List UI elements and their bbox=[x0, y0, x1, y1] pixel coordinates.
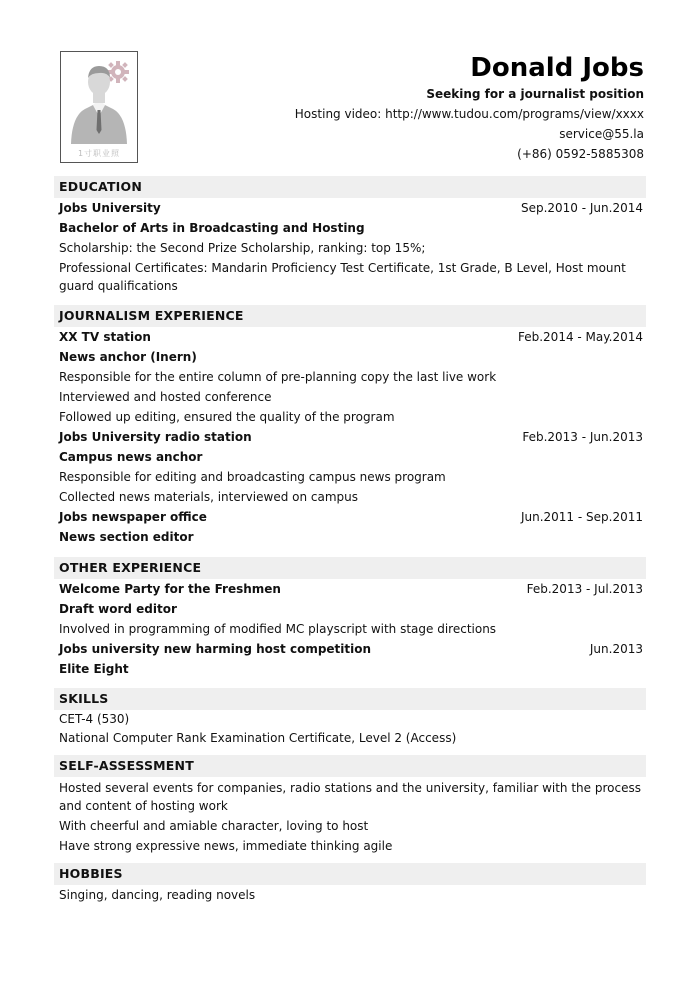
section-title: EDUCATION bbox=[54, 176, 646, 198]
job-role: News anchor (Inern) bbox=[59, 350, 197, 364]
date-range: Jun.2011 - Sep.2011 bbox=[520, 510, 643, 524]
section-title: OTHER EXPERIENCE bbox=[54, 557, 646, 579]
job-role: Campus news anchor bbox=[59, 450, 203, 464]
header bbox=[224, 52, 644, 164]
job-org: XX TV station bbox=[59, 330, 151, 344]
education-section bbox=[54, 176, 646, 296]
hobbies-section bbox=[54, 863, 646, 905]
school bbox=[54, 198, 646, 218]
experience-role: Elite Eight bbox=[59, 662, 129, 676]
job-role: News section editor bbox=[59, 530, 194, 544]
other-experience-section bbox=[54, 557, 646, 679]
experience-org: Jobs university new harming host competition bbox=[59, 642, 372, 656]
experience-role: Draft word editor bbox=[59, 602, 177, 616]
certificates: Professional Certificates: Mandarin Proficiency Test Certificate, 1st Grade, B Level, Host mount guard qualifications bbox=[59, 261, 626, 293]
job-detail: Responsible for the entire column of pre-planning copy the last live work bbox=[59, 370, 497, 384]
hobbies-text: Singing, dancing, reading novels bbox=[59, 888, 256, 902]
experience-header bbox=[54, 579, 646, 599]
assessment-item: With cheerful and amiable character, loving to host bbox=[59, 819, 369, 833]
section-title: SELF-ASSESSMENT bbox=[54, 755, 646, 777]
section-title: SKILLS bbox=[54, 688, 646, 710]
job-detail: Collected news materials, interviewed on campus bbox=[59, 490, 359, 504]
job-detail: Followed up editing, ensured the quality of the program bbox=[59, 410, 395, 424]
experience-org: Welcome Party for the Freshmen bbox=[59, 582, 281, 596]
section-title: HOBBIES bbox=[54, 863, 646, 885]
hosting-video-link[interactable]: Hosting video: http://www.tudou.com/programs/view/xxxx bbox=[294, 107, 644, 121]
date-range: Feb.2014 - May.2014 bbox=[517, 330, 643, 344]
assessment-item: Hosted several events for companies, radio stations and the university, familiar with the process and content of hosting work bbox=[59, 781, 641, 813]
degree: Bachelor of Arts in Broadcasting and Hosting bbox=[59, 221, 365, 235]
job-header bbox=[54, 327, 646, 347]
skill-item: National Computer Rank Examination Certificate, Level 2 (Access) bbox=[59, 731, 457, 745]
person-silhouette-icon bbox=[61, 52, 137, 162]
photo-caption: 1寸职业照 bbox=[77, 149, 121, 158]
skills-section bbox=[54, 688, 646, 748]
skill-item: CET-4 (530) bbox=[59, 712, 130, 726]
date-range: Feb.2013 - Jul.2013 bbox=[526, 582, 643, 596]
experience-detail: Involved in programming of modified MC playscript with stage directions bbox=[59, 622, 497, 636]
job-header bbox=[54, 427, 646, 447]
scholarship: Scholarship: the Second Prize Scholarship, ranking: top 15%; bbox=[59, 241, 426, 255]
date-range: Feb.2013 - Jun.2013 bbox=[522, 430, 643, 444]
candidate-name: Donald Jobs bbox=[470, 53, 644, 83]
experience-header bbox=[54, 639, 646, 659]
email[interactable]: service@55.la bbox=[559, 127, 644, 141]
journalism-section bbox=[54, 305, 646, 547]
job-detail: Responsible for editing and broadcasting campus news program bbox=[59, 470, 446, 484]
profile-photo bbox=[60, 51, 138, 163]
job-org: Jobs newspaper office bbox=[59, 510, 207, 524]
date-range: Jun.2013 bbox=[589, 642, 643, 656]
section-title: JOURNALISM EXPERIENCE bbox=[54, 305, 646, 327]
self-assessment-section bbox=[54, 755, 646, 856]
assessment-item: Have strong expressive news, immediate thinking agile bbox=[59, 839, 393, 853]
job-header bbox=[54, 507, 646, 527]
date-range: Sep.2010 - Jun.2014 bbox=[520, 201, 643, 215]
job-detail: Interviewed and hosted conference bbox=[59, 390, 272, 404]
phone: (+86) 0592-5885308 bbox=[517, 147, 644, 161]
job-org: Jobs University radio station bbox=[59, 430, 252, 444]
school-name: Jobs University bbox=[59, 201, 161, 215]
objective: Seeking for a journalist position bbox=[426, 87, 644, 101]
